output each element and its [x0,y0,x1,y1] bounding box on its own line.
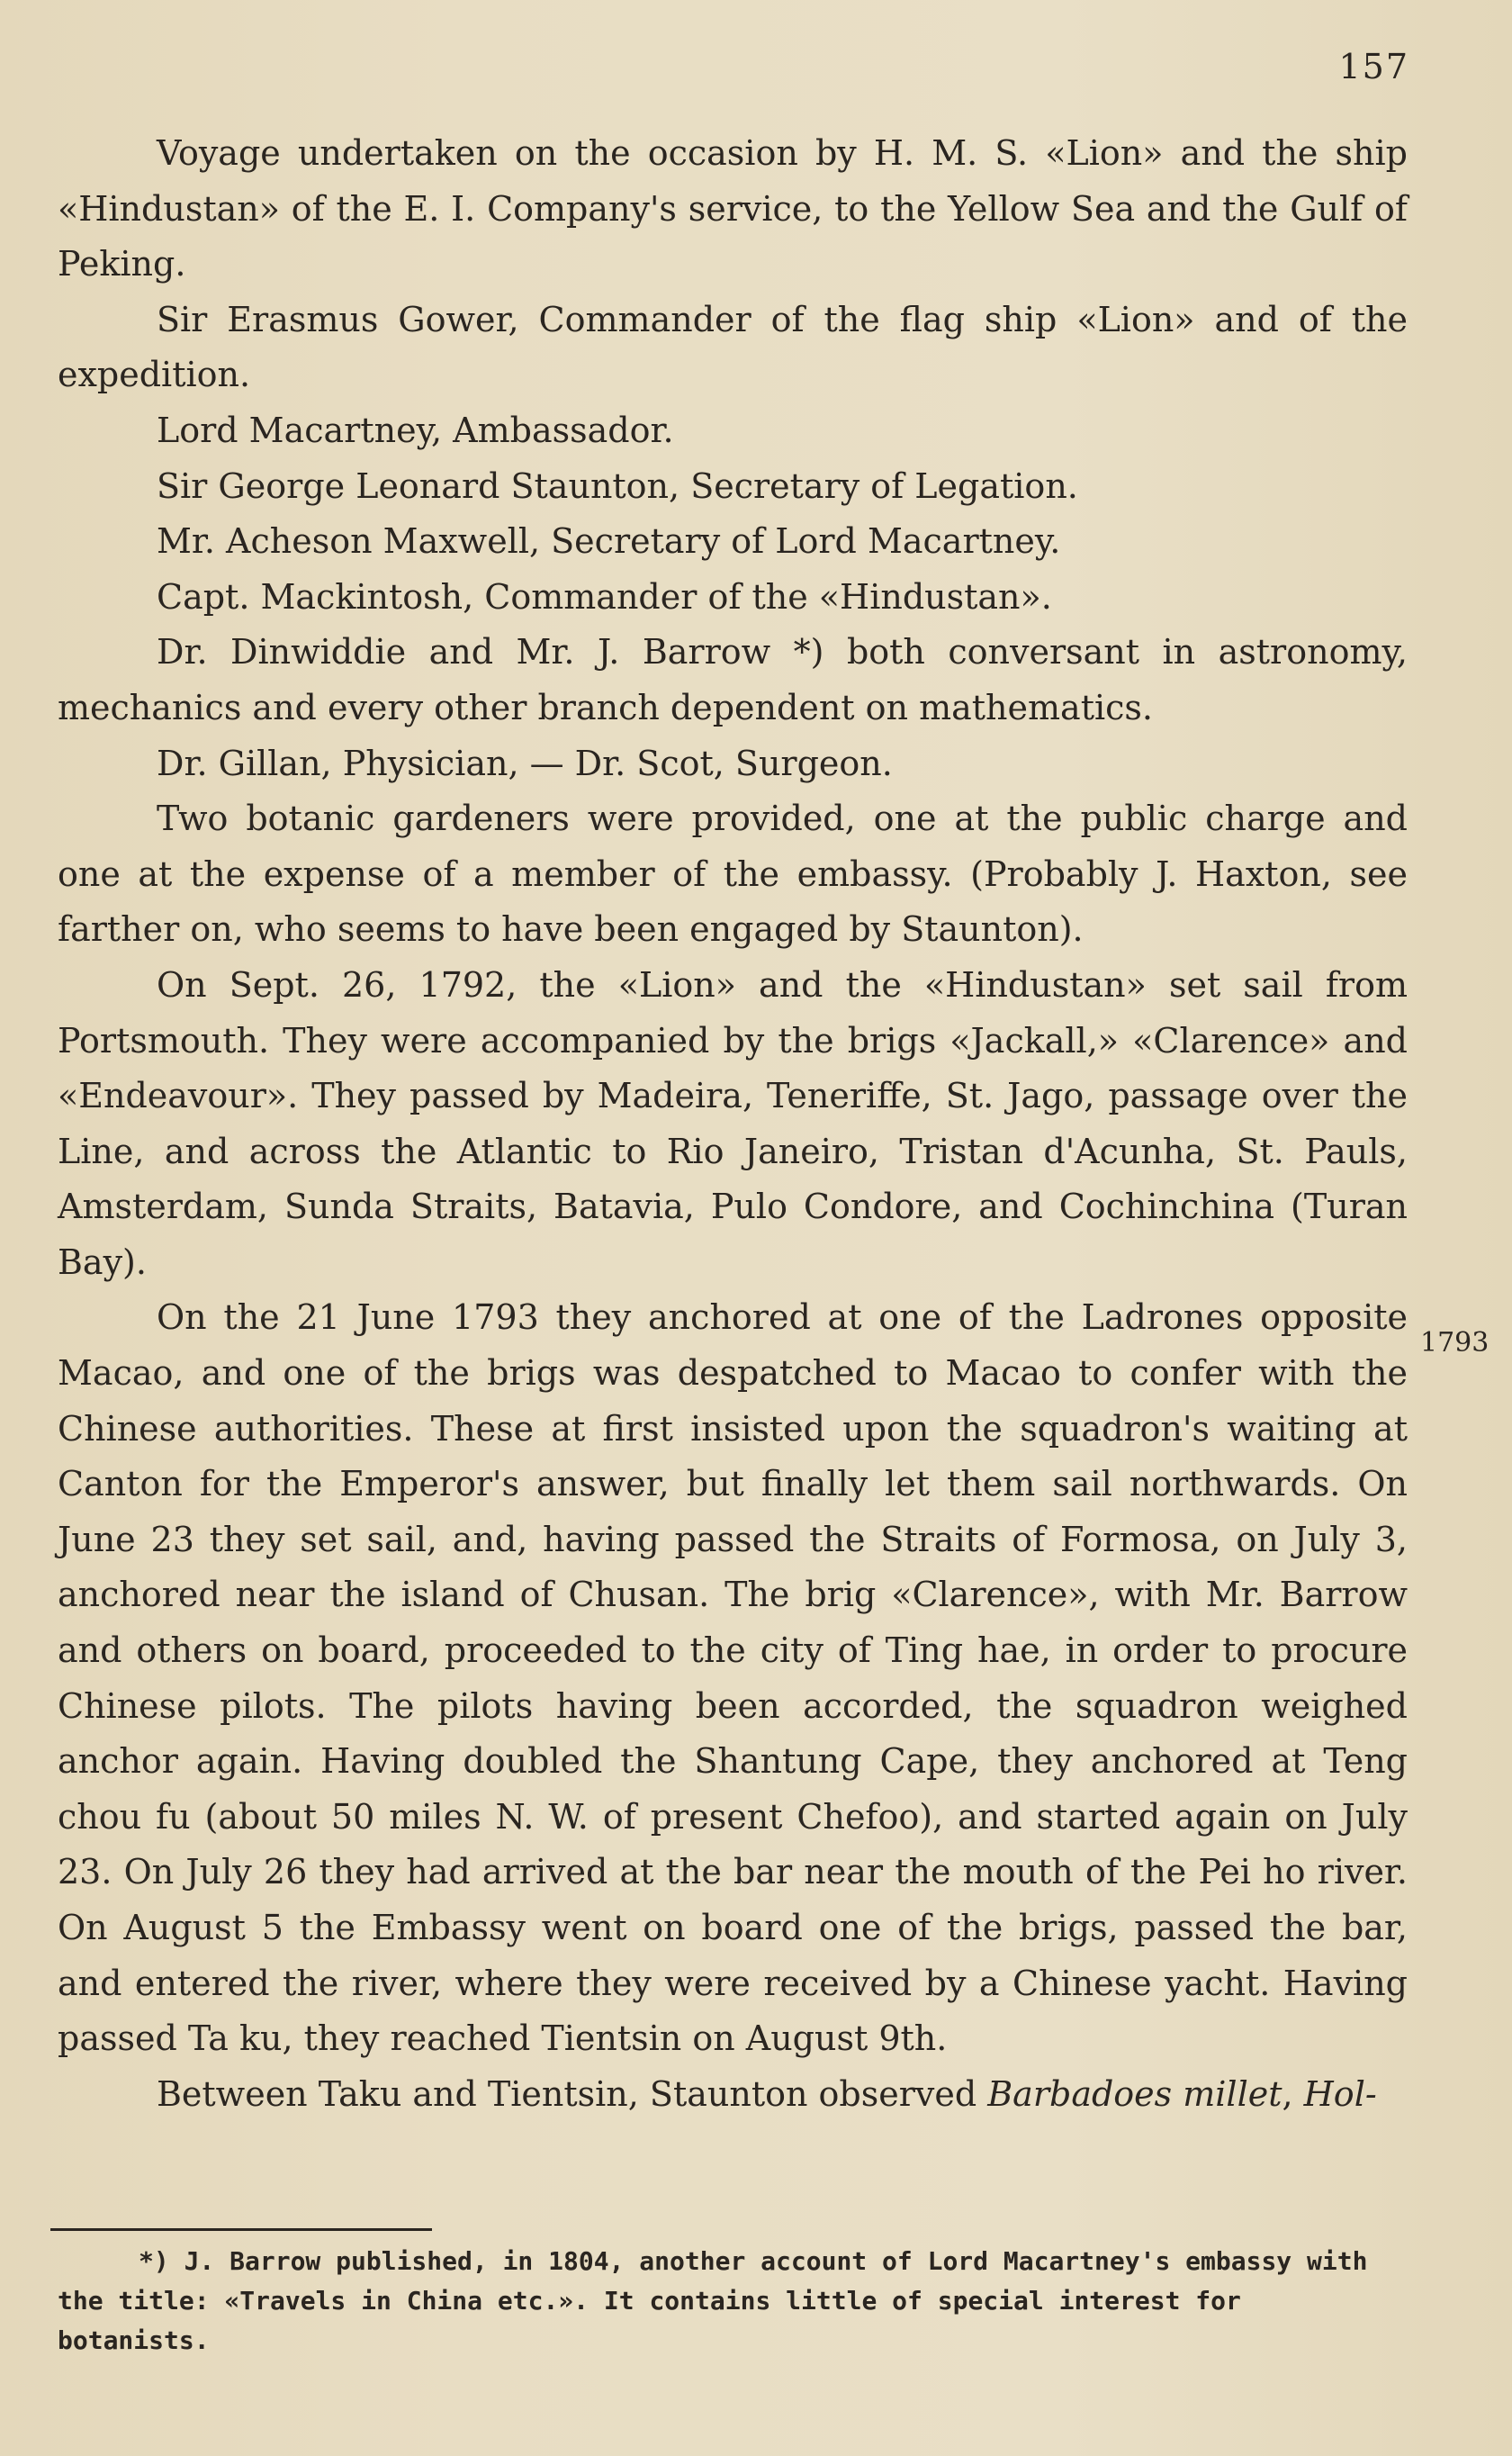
footnote [58,2242,1408,2361]
margin-year-note: 1793 [1420,1327,1490,1359]
paragraph-maxwell: Mr. Acheson Maxwell, Secretary of Lord Macartney. [157,521,1061,562]
paragraph-tail-text: , [1282,2073,1304,2114]
footnote-text: *) J. Barrow published, in 1804, another account of Lord Macartney's embassy with the title: «Travels in China etc.». It contains little of special interest for botanists. [58,2246,1368,2355]
body-text [58,126,1408,2122]
paragraph-gillan: Dr. Gillan, Physician, — Dr. Scot, Surgeon. [157,743,893,783]
paragraph-taku-tientsin [58,2067,1408,2123]
paragraph-sail-portsmouth: On Sept. 26, 1792, the «Lion» and the «Hindustan» set sail from Portsmouth. They were accompanied by the brigs «Jackall,» «Clarence» and «Endeavour». They passed by Madeira, Teneriffe, St. Jago, passage over the Line, and across the Atlantic to Rio Janeiro, Tristan d'Acunha, St. Pauls, Amsterdam, Sunda Straits, Batavia, Pulo Condore, and Cochinchina (Turan Bay). [58,964,1408,1282]
paragraph-lead-text: Between Taku and Tientsin, Staunton observed [157,2073,988,2114]
paragraph-macartney: Lord Macartney, Ambassador. [157,410,674,450]
page-number: 157 [1338,47,1409,86]
italic-term-hol: Hol- [1303,2073,1377,2114]
footnote-divider [50,2228,432,2231]
paragraph-gower: Sir Erasmus Gower, Commander of the flag ship «Lion» and of the expedition. [58,299,1408,395]
paragraph-gardeners: Two botanic gardeners were provided, one at the public charge and one at the expense of a member of the embassy. (Probably J. Haxton, see farther on, who seems to have been engaged by Staunton). [58,799,1408,950]
paragraph-dinwiddie: Dr. Dinwiddie and Mr. J. Barrow *) both conversant in astronomy, mechanics and every other branch dependent on mathematics. [58,632,1408,727]
paragraph-ladrones: On the 21 June 1793 they anchored at one of the Ladrones opposite Macao, and one of the brigs was despatched to Macao to confer with the Chinese authorities. These at first insisted upon the squadron's waiting at Canton for the Emperor's answer, but finally let them sail northwards. On June 23 they set sail, and, having passed the Straits of Formosa, on July 3, anchored near the island of Chusan. The brig «Clarence», with Mr. Barrow and others on board, proceeded to the city of Ting hae, in order to procure Chinese pilots. The pilots having been accorded, the squadron weighed anchor again. Having doubled the Shantung Cape, they anchored at Teng chou fu (about 50 miles N. W. of present Chefoo), and started again on July 23. On July 26 they had arrived at the bar near the mouth of the Pei ho river. On August 5 the Embassy went on board one of the brigs, passed the bar, and entered the river, where they were received by a Chinese yacht. Having passed Ta ku, they reached Tientsin on August 9th. [58,1297,1408,2059]
paragraph-staunton: Sir George Leonard Staunton, Secretary of Legation. [157,465,1078,506]
paragraph-mackintosh: Capt. Mackintosh, Commander of the «Hindustan». [157,576,1052,617]
italic-term-barbadoes-millet: Barbadoes millet [987,2073,1282,2114]
paragraph-voyage: Voyage undertaken on the occasion by H. M. S. «Lion» and the ship «Hindustan» of the E. I. Company's service, to the Yellow Sea and the Gulf of Peking. [58,133,1408,284]
